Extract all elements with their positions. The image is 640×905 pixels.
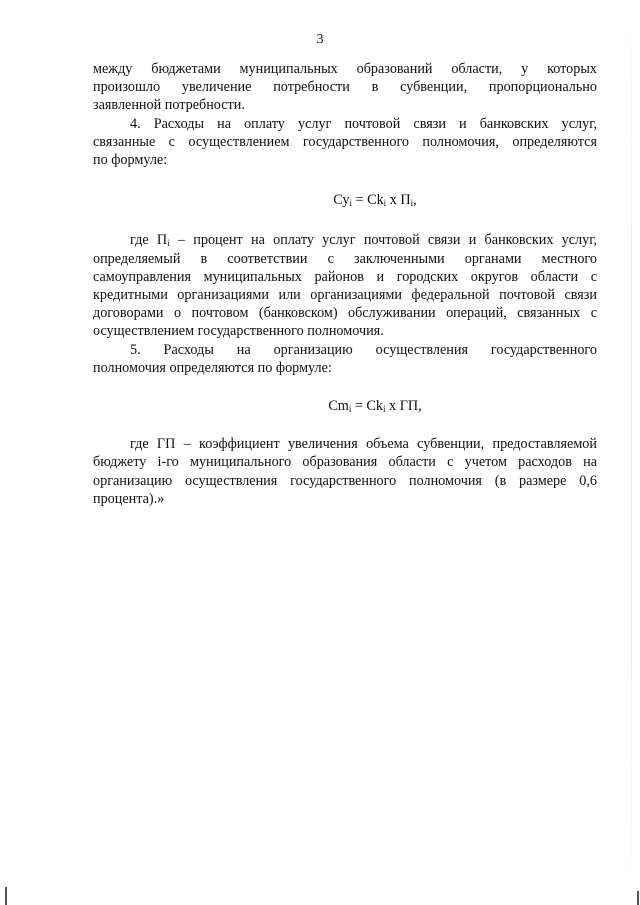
- text-line: 4. Расходы на оплату услуг почтовой связи и банковских услуг,: [130, 115, 597, 132]
- scan-edge-mark-left: [5, 887, 7, 905]
- formula-organization-costs: [93, 397, 597, 415]
- scan-edge-mark-right: [637, 891, 639, 905]
- formula-times-p: x П: [386, 192, 411, 209]
- paragraph-item-4: [93, 115, 597, 133]
- formula-equals-ck: = Ck: [352, 192, 384, 209]
- paragraph-item-4-cont: [93, 133, 597, 151]
- definition-term-subscript: i: [167, 238, 170, 249]
- text-line: полномочия определяются по формуле:: [93, 359, 332, 376]
- text-line: организацию осуществления государственного полномочия (в размере 0,6: [93, 472, 597, 489]
- formula-lhs-subscript: i: [348, 404, 352, 415]
- paragraph-continuation: [93, 60, 597, 96]
- paragraph-continuation-end: [93, 96, 597, 114]
- text-line: где ГП – коэффициент увеличения объема субвенции, предоставляемой: [130, 436, 597, 453]
- definition-term: где П: [130, 232, 168, 249]
- text-line: бюджету i-го муниципального образования области с учетом расходов на: [93, 454, 597, 471]
- formula-lhs-subscript: i: [349, 198, 353, 209]
- text-line: [93, 231, 597, 249]
- text-line: 5. Расходы на организацию осуществления государственного: [130, 341, 597, 358]
- paragraph-item-4-end: [93, 151, 597, 169]
- formula-ck-subscript: i: [382, 404, 386, 415]
- text-line: определяемый в соответствии с заключенными органами местного: [93, 250, 597, 267]
- formula-end: ,: [413, 192, 417, 209]
- paragraph-item-5-end: [93, 359, 597, 377]
- formula-postal-costs: [93, 191, 597, 209]
- formula-p-subscript: i: [410, 198, 414, 209]
- paragraph-definition-gp-end: [93, 490, 597, 508]
- scan-edge-line: [631, 0, 632, 905]
- definition-text: – процент на оплату услуг почтовой связи и банковских услуг,: [169, 232, 597, 249]
- formula-lhs: Су: [333, 192, 350, 209]
- text-line: самоуправления муниципальных районов и городских округов области с: [93, 268, 597, 285]
- text-line: договорами о почтовом (банковском) обслуживании операций, связанных с: [93, 305, 597, 322]
- text-line: осуществлением государственного полномочия.: [93, 323, 384, 340]
- formula-times-gp: x ГП: [385, 398, 419, 415]
- text-line: заявленной потребности.: [93, 97, 245, 114]
- paragraph-definition-gp-cont: [93, 453, 597, 489]
- text-line: процента).»: [93, 490, 165, 507]
- text-line: связанные с осуществлением государственного полномочия, определяются: [93, 133, 597, 150]
- page-number: 3: [316, 32, 324, 47]
- text-line: произошло увеличение потребности в субвенции, пропорционально: [93, 79, 597, 96]
- formula-end: ,: [418, 398, 422, 415]
- text-line: по формуле:: [93, 152, 168, 169]
- paragraph-definition-p-cont: [93, 250, 597, 323]
- paragraph-definition-p: [93, 231, 597, 249]
- paragraph-definition-p-end: [93, 322, 597, 340]
- formula-lhs: Cm: [328, 398, 349, 415]
- paragraph-definition-gp: [93, 435, 597, 453]
- text-line: между бюджетами муниципальных образований области, у которых: [93, 61, 597, 77]
- text-line: кредитными организациями или организациями федеральной почтовой связи: [93, 287, 597, 304]
- document-body: [93, 60, 597, 508]
- paragraph-item-5: [93, 341, 597, 359]
- formula-ck-subscript: i: [383, 198, 387, 209]
- formula-equals-ck: = Ck: [351, 398, 383, 415]
